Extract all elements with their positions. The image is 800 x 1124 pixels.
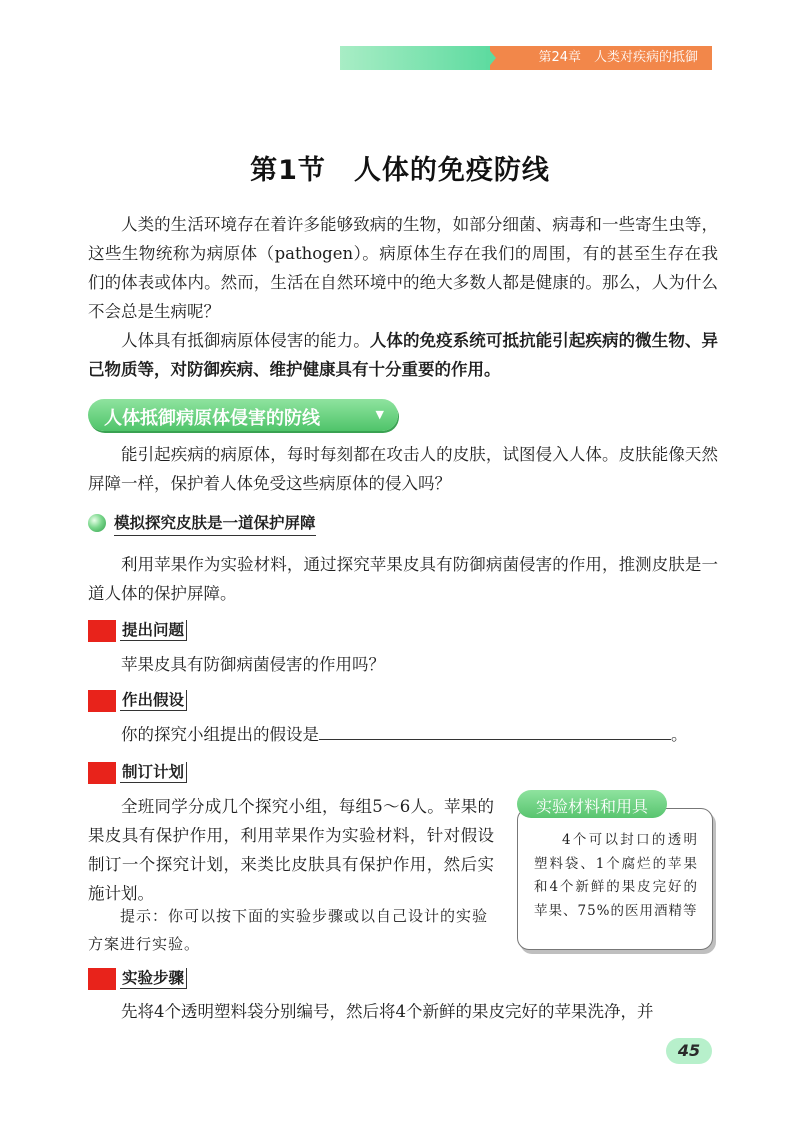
intro-p2-bold: 人体的免疫系统可抵抗能引起疾病的微生物、异己物质等，对防御疾病、维护健康具有十分重要的作用。 (88, 331, 719, 379)
page-number: 45 (677, 1041, 701, 1060)
activity-intro: 利用苹果作为实验材料，通过探究苹果皮具有防御病菌侵害的作用，推测皮肤是一道人体的保护屏障。 (88, 555, 718, 603)
hypothesis-text: 你的探究小组提出的假设是 (121, 725, 319, 744)
hypothesis-line (88, 720, 718, 749)
page-number-badge (666, 1038, 712, 1064)
hypothesis-blank[interactable] (319, 725, 671, 740)
header-decor-band (340, 46, 490, 70)
procedure-label: 实验步骤 (120, 968, 187, 989)
materials-text: 4个可以封口的透明塑料袋、1个腐烂的苹果和4个新鲜的果皮完好的苹果、75%的医用酒精等 (534, 832, 698, 919)
red-marker-icon (88, 620, 116, 642)
chapter-header (490, 46, 712, 70)
defense-paragraph: 能引起疾病的病原体，每时每刻都在攻击人的皮肤，试图侵入人体。皮肤能像天然屏障一样，保护着人体免受这些病原体的侵入吗？ (88, 445, 718, 493)
activity-title: 模拟探究皮肤是一道保护屏障 (114, 511, 316, 536)
intro-paragraph-2 (88, 326, 718, 384)
intro-p2-normal: 人体具有抵御病原体侵害的能力。 (121, 331, 370, 350)
question-text: 苹果皮具有防御病菌侵害的作用吗？ (121, 655, 385, 674)
plan-text: 全班同学分成几个探究小组，每组5～6人。苹果的果皮具有保护作用，利用苹果作为实验材料，针对假设制订一个探究计划，来类比皮肤具有保护作用，然后实施计划。 (88, 797, 494, 903)
green-ball-icon (88, 514, 106, 532)
red-marker-icon (88, 762, 116, 784)
red-marker-icon (88, 968, 116, 990)
materials-title: 实验材料和用具 (535, 797, 648, 816)
defense-heading-label: 人体抵御病原体侵害的防线 (104, 408, 320, 429)
red-marker-icon (88, 690, 116, 712)
materials-title-tab (517, 790, 667, 818)
intro-paragraph-1: 人类的生活环境存在着许多能够致病的生物，如部分细菌、病毒和一些寄生虫等，这些生物统称为病原体（pathogen）。病原体生存在我们的周围，有的甚至生存在我们的体表或体内。然而，生活在自然环境中的绝大多数人都是健康的。那么，人为什么不会总是生病呢？ (88, 215, 718, 321)
chapter-title: 第24章 人类对疾病的抵御 (538, 50, 698, 65)
question-label: 提出问题 (120, 620, 187, 641)
hypothesis-label: 作出假设 (120, 690, 187, 711)
hypothesis-end: 。 (671, 725, 688, 744)
triangle-down-icon: ▼ (375, 408, 384, 421)
section-title: 第1节 人体的免疫防线 (250, 155, 550, 186)
defense-heading (88, 399, 398, 431)
plan-label: 制订计划 (120, 762, 187, 783)
procedure-text: 先将4个透明塑料袋分别编号，然后将4个新鲜的果皮完好的苹果洗净，并 (121, 1002, 654, 1021)
hint-text: 提示：你可以按下面的实验步骤或以自己设计的实验方案进行实验。 (88, 907, 489, 953)
